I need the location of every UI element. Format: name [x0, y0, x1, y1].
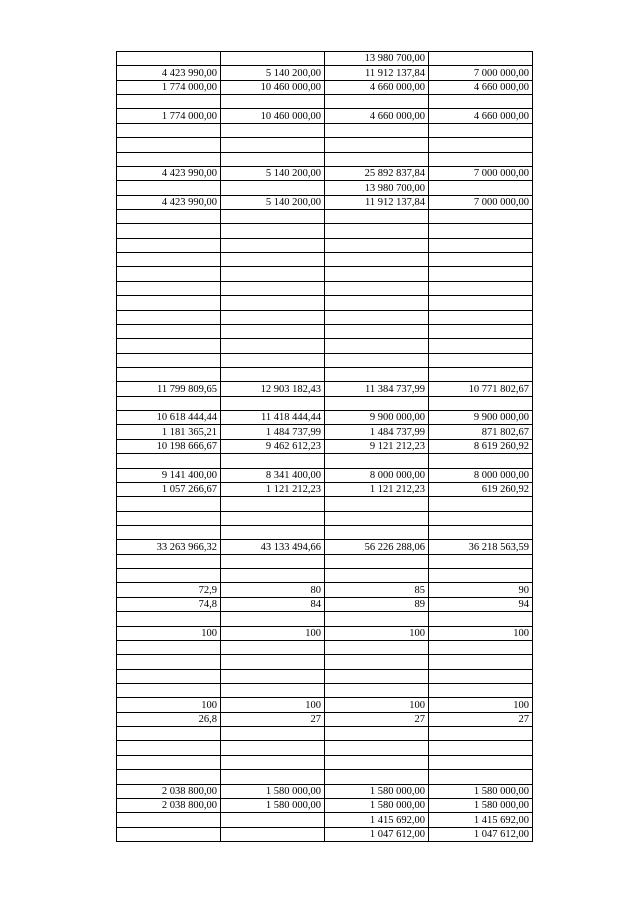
- table-cell: 9 462 612,23: [265, 440, 321, 452]
- table-cell: [116, 94, 220, 108]
- table-cell: [220, 353, 324, 367]
- table-cell: [220, 726, 324, 740]
- table-cell: [428, 554, 532, 568]
- table-cell: [220, 310, 324, 324]
- table-cell: [220, 51, 324, 65]
- table-cell: 100: [409, 699, 425, 711]
- table-cell: 871 802,67: [481, 426, 529, 438]
- column-divider: [428, 51, 429, 842]
- table-cell: [324, 654, 428, 669]
- table-cell: [220, 611, 324, 626]
- table-cell: [116, 755, 220, 769]
- table-cell: [324, 223, 428, 238]
- table-cell: [220, 511, 324, 525]
- table-cell: 1 774 000,00: [161, 110, 217, 122]
- table-cell: [324, 669, 428, 683]
- table-cell: [324, 769, 428, 784]
- table-cell: [116, 367, 220, 381]
- table-cell: 4 423 990,00: [161, 67, 217, 79]
- table-cell: [220, 740, 324, 755]
- table-cell: 74,8: [198, 598, 217, 610]
- table-cell: [324, 640, 428, 654]
- table-cell: 9 121 212,23: [369, 440, 425, 452]
- table-cell: [220, 568, 324, 582]
- table-cell: [220, 180, 324, 195]
- table-cell: [220, 769, 324, 784]
- table-cell: [116, 137, 220, 152]
- table-cell: [428, 640, 532, 654]
- table-cell: [220, 252, 324, 266]
- table-cell: [324, 568, 428, 582]
- table-cell: [428, 51, 532, 65]
- table-cell: 619 260,92: [481, 483, 529, 495]
- table-cell: 4 660 000,00: [369, 110, 425, 122]
- table-cell: 36 218 563,59: [468, 541, 529, 553]
- table-cell: [116, 266, 220, 281]
- table-cell: [116, 554, 220, 568]
- table-cell: [324, 496, 428, 511]
- table-cell: [220, 266, 324, 281]
- table-cell: [324, 525, 428, 539]
- table-cell: [220, 295, 324, 310]
- table-cell: 11 912 137,84: [365, 67, 425, 79]
- table-cell: 84: [310, 598, 321, 610]
- table-cell: [428, 568, 532, 582]
- table-cell: [324, 295, 428, 310]
- table-cell: 1 580 000,00: [265, 799, 321, 811]
- table-cell: [116, 496, 220, 511]
- table-cell: 10 460 000,00: [260, 81, 321, 93]
- table-cell: 13 980 700,00: [364, 182, 425, 194]
- table-cell: [220, 525, 324, 539]
- table-cell: [428, 511, 532, 525]
- table-cell: [428, 266, 532, 281]
- table-cell: [220, 812, 324, 827]
- table-cell: 27: [518, 713, 529, 725]
- table-cell: [220, 209, 324, 223]
- table-cell: 7 000 000,00: [473, 167, 529, 179]
- table-cell: 5 140 200,00: [265, 167, 321, 179]
- table-cell: 11 384 737,99: [365, 383, 425, 395]
- table-cell: [428, 310, 532, 324]
- table-cell: [428, 324, 532, 338]
- table-cell: [220, 396, 324, 410]
- table-cell: [324, 726, 428, 740]
- table-cell: [428, 755, 532, 769]
- table-cell: [116, 683, 220, 697]
- table-cell: [116, 726, 220, 740]
- table-cell: 100: [513, 627, 529, 639]
- table-cell: 1 415 692,00: [473, 814, 529, 826]
- table-cell: 1 774 000,00: [161, 81, 217, 93]
- table-cell: [428, 740, 532, 755]
- table-cell: 10 198 666,67: [156, 440, 217, 452]
- table-cell: [220, 281, 324, 295]
- table-cell: [324, 209, 428, 223]
- table-cell: 10 771 802,67: [468, 383, 529, 395]
- table-cell: 72,9: [198, 584, 217, 596]
- table-cell: [116, 209, 220, 223]
- table-cell: 100: [409, 627, 425, 639]
- table-cell: 9 900 000,00: [473, 411, 529, 423]
- table-cell: [324, 683, 428, 697]
- table-cell: [116, 611, 220, 626]
- table-cell: [324, 453, 428, 468]
- table-cell: [324, 123, 428, 137]
- table-cell: 27: [310, 713, 321, 725]
- table-cell: 8 000 000,00: [473, 469, 529, 481]
- table-cell: 100: [305, 627, 321, 639]
- table-cell: [324, 511, 428, 525]
- table-cell: [220, 496, 324, 511]
- table-cell: [428, 180, 532, 195]
- table-cell: [428, 223, 532, 238]
- table-cell: [220, 453, 324, 468]
- table-cell: 9 900 000,00: [369, 411, 425, 423]
- table-cell: [220, 223, 324, 238]
- table-cell: [428, 123, 532, 137]
- table-cell: 11 799 809,65: [157, 383, 217, 395]
- table-cell: [220, 137, 324, 152]
- table-cell: [428, 94, 532, 108]
- table-cell: [324, 238, 428, 252]
- table-cell: [428, 669, 532, 683]
- table-cell: 100: [201, 699, 217, 711]
- table-cell: 1 580 000,00: [369, 799, 425, 811]
- table-cell: [428, 496, 532, 511]
- table-cell: [428, 769, 532, 784]
- table-cell: [116, 511, 220, 525]
- table-cell: [116, 338, 220, 353]
- table-cell: 56 226 288,06: [364, 541, 425, 553]
- table-cell: [116, 324, 220, 338]
- column-divider: [220, 51, 221, 842]
- table-cell: 10 618 444,44: [156, 411, 217, 423]
- table-cell: 1 580 000,00: [265, 785, 321, 797]
- table-cell: 11 418 444,44: [261, 411, 321, 423]
- table-cell: [428, 726, 532, 740]
- table-cell: [428, 683, 532, 697]
- table-cell: [324, 310, 428, 324]
- table-cell: [220, 94, 324, 108]
- table-cell: 4 423 990,00: [161, 167, 217, 179]
- table-cell: [324, 152, 428, 166]
- table-cell: [116, 568, 220, 582]
- table-cell: 9 141 400,00: [161, 469, 217, 481]
- table-cell: 1 484 737,99: [265, 426, 321, 438]
- table-cell: 1 047 612,00: [369, 828, 425, 840]
- table-cell: [220, 324, 324, 338]
- table-cell: 25 892 837,84: [364, 167, 425, 179]
- table-cell: [220, 827, 324, 841]
- table-cell: 8 000 000,00: [369, 469, 425, 481]
- table-cell: 1 484 737,99: [369, 426, 425, 438]
- table-cell: 90: [518, 584, 529, 596]
- table-cell: [324, 755, 428, 769]
- table-cell: [220, 640, 324, 654]
- table-cell: [324, 353, 428, 367]
- table-cell: [324, 396, 428, 410]
- table-cell: [116, 669, 220, 683]
- table-cell: [116, 525, 220, 539]
- table-cell: [116, 51, 220, 65]
- table-cell: [116, 238, 220, 252]
- table-cell: 26,8: [198, 713, 217, 725]
- table-cell: 8 619 260,92: [473, 440, 529, 452]
- table-cell: [116, 640, 220, 654]
- table-cell: [428, 209, 532, 223]
- table-cell: [116, 281, 220, 295]
- table-cell: 1 415 692,00: [369, 814, 425, 826]
- table-cell: 5 140 200,00: [265, 67, 321, 79]
- table-cell: 100: [201, 627, 217, 639]
- table-cell: [428, 295, 532, 310]
- table-cell: [116, 453, 220, 468]
- table-cell: 1 580 000,00: [473, 785, 529, 797]
- table-cell: [324, 94, 428, 108]
- table-cell: [324, 266, 428, 281]
- table-cell: 1 047 612,00: [473, 828, 529, 840]
- table-cell: [220, 683, 324, 697]
- table-cell: [428, 396, 532, 410]
- table-cell: [220, 669, 324, 683]
- table-cell: [116, 223, 220, 238]
- table-cell: [428, 152, 532, 166]
- table-cell: 1 580 000,00: [369, 785, 425, 797]
- table-cell: 11 912 137,84: [365, 196, 425, 208]
- table-cell: 1 181 365,21: [161, 426, 217, 438]
- table-cell: [324, 740, 428, 755]
- table-cell: 80: [310, 584, 321, 596]
- table-cell: 85: [414, 584, 425, 596]
- table-cell: [116, 310, 220, 324]
- table-cell: 10 460 000,00: [260, 110, 321, 122]
- table-cell: 94: [518, 598, 529, 610]
- table-cell: [220, 123, 324, 137]
- table-cell: [220, 238, 324, 252]
- table-cell: [324, 367, 428, 381]
- table-cell: 7 000 000,00: [473, 67, 529, 79]
- table-cell: [428, 252, 532, 266]
- table-cell: [116, 152, 220, 166]
- table-cell: 43 133 494,66: [260, 541, 321, 553]
- table-cell: [220, 338, 324, 353]
- table-cell: [428, 353, 532, 367]
- table-cell: [324, 324, 428, 338]
- table-cell: 4 660 000,00: [473, 81, 529, 93]
- table-cell: [220, 755, 324, 769]
- table-cell: [116, 827, 220, 841]
- table-cell: [428, 338, 532, 353]
- table-cell: [428, 281, 532, 295]
- table-cell: [116, 295, 220, 310]
- table-cell: 13 980 700,00: [364, 52, 425, 64]
- table-cell: [220, 654, 324, 669]
- table-cell: [428, 525, 532, 539]
- table-cell: 12 903 182,43: [260, 383, 321, 395]
- table-cell: 4 660 000,00: [369, 81, 425, 93]
- table-cell: 2 038 800,00: [161, 799, 217, 811]
- table-cell: 2 038 800,00: [161, 785, 217, 797]
- table-cell: [428, 611, 532, 626]
- table-cell: [324, 281, 428, 295]
- table-cell: [116, 812, 220, 827]
- table-cell: [116, 654, 220, 669]
- table-cell: [220, 152, 324, 166]
- table-cell: 1 580 000,00: [473, 799, 529, 811]
- table-cell: [116, 740, 220, 755]
- column-divider: [324, 51, 325, 842]
- table-cell: [428, 367, 532, 381]
- table-cell: [324, 611, 428, 626]
- table-cell: 8 341 400,00: [265, 469, 321, 481]
- column-divider: [532, 51, 533, 842]
- table-cell: [220, 367, 324, 381]
- table-cell: [324, 554, 428, 568]
- table-cell: [428, 654, 532, 669]
- table-cell: 27: [414, 713, 425, 725]
- table-cell: [324, 338, 428, 353]
- table-cell: 1 121 212,23: [265, 483, 321, 495]
- table-cell: 4 660 000,00: [473, 110, 529, 122]
- table-cell: [116, 180, 220, 195]
- table-cell: [324, 252, 428, 266]
- table-cell: 89: [414, 598, 425, 610]
- table-cell: 1 121 212,23: [369, 483, 425, 495]
- table-cell: [428, 453, 532, 468]
- table-cell: [116, 353, 220, 367]
- table-cell: 100: [305, 699, 321, 711]
- table-cell: [428, 137, 532, 152]
- table-cell: 4 423 990,00: [161, 196, 217, 208]
- table-cell: 5 140 200,00: [265, 196, 321, 208]
- table-cell: [116, 769, 220, 784]
- column-divider: [116, 51, 117, 842]
- table-cell: [220, 554, 324, 568]
- table-cell: 1 057 266,67: [161, 483, 217, 495]
- table-cell: [324, 137, 428, 152]
- table-cell: 100: [513, 699, 529, 711]
- table-cell: [116, 252, 220, 266]
- table-cell: [116, 123, 220, 137]
- table-cell: 33 263 966,32: [156, 541, 217, 553]
- table-cell: 7 000 000,00: [473, 196, 529, 208]
- table-cell: [116, 396, 220, 410]
- table-cell: [428, 238, 532, 252]
